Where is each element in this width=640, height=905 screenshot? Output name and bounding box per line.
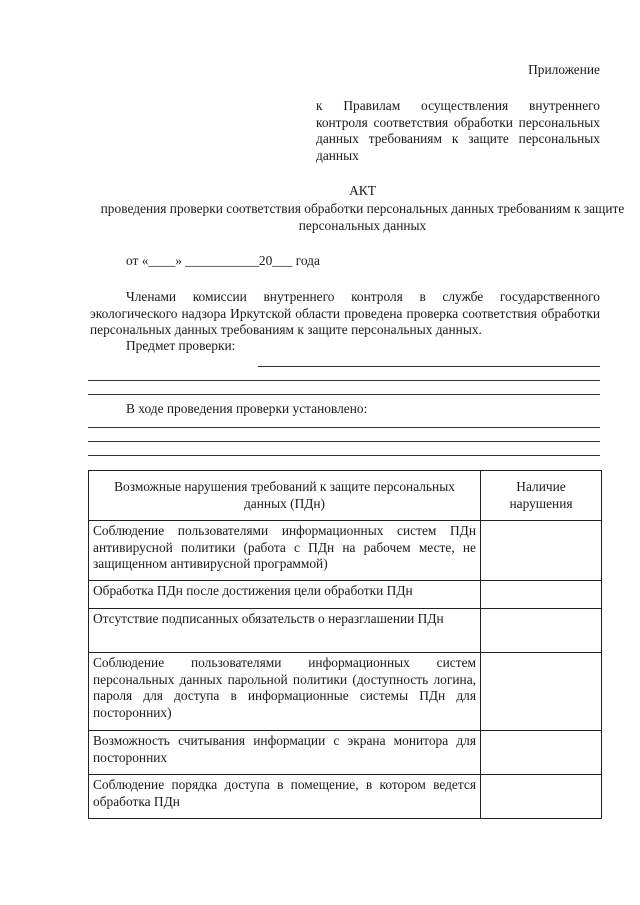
requirement-cell: Соблюдение порядка доступа в помещение, в котором ведется обработка ПДн <box>89 775 481 819</box>
violation-cell[interactable] <box>481 653 602 731</box>
table-row <box>89 581 602 609</box>
violations-table <box>88 470 602 819</box>
appendix-title: Приложение <box>528 62 600 77</box>
requirement-cell: Обработка ПДн после достижения цели обработки ПДн <box>89 581 481 609</box>
requirement-cell: Отсутствие подписанных обязательств о неразглашении ПДн <box>89 609 481 653</box>
inspection-findings-label: В ходе проведения проверки установлено: <box>126 401 368 416</box>
act-date-line: от «____» ___________20___ года <box>126 253 320 268</box>
column-header-violation: Наличие нарушения <box>481 471 602 521</box>
violation-cell[interactable] <box>481 521 602 581</box>
violation-cell[interactable] <box>481 775 602 819</box>
inspection-subject-line-2 <box>88 380 600 381</box>
inspection-subject-line-3 <box>88 394 600 395</box>
requirement-cell: Соблюдение пользователями информационных систем ПДн антивирусной политики (работа с ПДн на рабочем месте, не защищенном антивирусной программой) <box>89 521 481 581</box>
requirement-cell: Соблюдение пользователями информационных систем персональных данных парольной политики (доступность логина, пароля для доступа в информационные системы ПДн для посторонних) <box>89 653 481 731</box>
table-row <box>89 653 602 731</box>
act-title: АКТ <box>349 183 376 198</box>
inspection-findings-line-1 <box>88 427 600 428</box>
requirement-cell: Возможность считывания информации с экрана монитора для посторонних <box>89 731 481 775</box>
table-row <box>89 521 602 581</box>
violation-cell[interactable] <box>481 581 602 609</box>
table-row <box>89 731 602 775</box>
act-subtitle: проведения проверки соответствия обработки персональных данных требованиям к защите персональных данных <box>100 201 625 233</box>
appendix-reference: к Правилам осуществления внутреннего контроля соответствия обработки персональных данных требованиям к защите персональных данных <box>316 98 600 163</box>
table-row <box>89 775 602 819</box>
inspection-subject-label: Предмет проверки: <box>126 338 236 353</box>
commission-paragraph: Членами комиссии внутреннего контроля в службе государственного экологического надзора Иркутской области проведена проверка соответствия обработки персональных данных требованиям к защите персональных данных. <box>90 289 600 337</box>
column-header-requirement: Возможные нарушения требований к защите персональных данных (ПДн) <box>89 471 481 521</box>
table-header-row <box>89 471 602 521</box>
inspection-findings-line-3 <box>88 455 600 456</box>
table-row <box>89 609 602 653</box>
inspection-subject-line-1 <box>258 366 600 367</box>
violation-cell[interactable] <box>481 609 602 653</box>
violation-cell[interactable] <box>481 731 602 775</box>
inspection-findings-line-2 <box>88 441 600 442</box>
